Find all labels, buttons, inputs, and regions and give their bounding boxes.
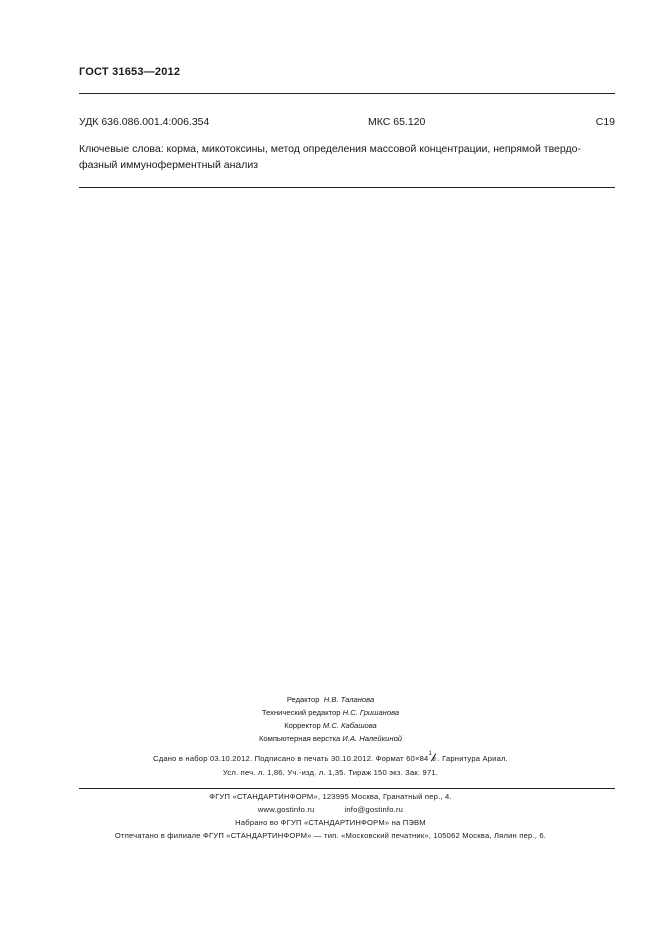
mks-code: МКС 65.120 xyxy=(368,116,426,128)
publisher-email-link[interactable]: info@gostinfo.ru xyxy=(344,805,404,814)
tech-editor-name: Н.С. Гришанова xyxy=(342,708,400,717)
credit-layout xyxy=(0,732,661,745)
publisher-rule xyxy=(79,788,615,789)
publisher-website-link[interactable]: www.gostinfo.ru xyxy=(257,805,315,814)
editor-label: Редактор xyxy=(286,695,320,704)
editor-name: Н.В. Таланова xyxy=(323,695,375,704)
format-numerator: 1 xyxy=(428,751,432,757)
keywords-line-1: Ключевые слова: корма, микотоксины, метод определения массовой концентрации, непрямой твердо- xyxy=(79,143,581,155)
print-info-line-2: Усл. печ. л. 1,86. Уч.-изд. л. 1,35. Тираж 150 экз. Зак. 971. xyxy=(222,768,439,777)
corrector-name: М.С. Кабашова xyxy=(322,721,377,730)
publisher-printed: Отпечатано в филиале ФГУП «СТАНДАРТИНФОРМ» — тип. «Московский печатник», 105062 Москва, Лялин пер., 6. xyxy=(114,831,547,840)
credit-tech-editor xyxy=(0,706,661,719)
publisher-address: ФГУП «СТАНДАРТИНФОРМ», 123995 Москва, Гранатный пер., 4. xyxy=(209,792,452,801)
document-code: ГОСТ 31653—2012 xyxy=(79,66,181,78)
print-typeface: . Гарнитура Ариал. xyxy=(437,754,508,763)
format-denominator: 8 xyxy=(432,757,436,763)
keywords-line-2: фазный иммуноферментный анализ xyxy=(79,159,259,171)
print-info xyxy=(0,752,661,780)
tech-editor-label: Технический редактор xyxy=(261,708,341,717)
header-rule xyxy=(79,93,615,94)
corrector-label: Корректор xyxy=(284,721,321,730)
keywords xyxy=(79,141,615,173)
format-fraction xyxy=(428,752,437,762)
publisher-contacts xyxy=(0,803,661,816)
layout-label: Компьютерная верстка xyxy=(258,734,341,743)
credits-block xyxy=(0,693,661,745)
credit-corrector xyxy=(0,719,661,732)
keywords-rule xyxy=(79,187,615,188)
print-dates-format: Сдано в набор 03.10.2012. Подписано в печать 30.10.2012. Формат 60×84 xyxy=(153,754,429,763)
classifier-code: С19 xyxy=(595,116,615,128)
udk-code: УДК 636.086.001.4:006.354 xyxy=(79,116,210,128)
credit-editor xyxy=(0,693,661,706)
publisher-block xyxy=(0,790,661,842)
layout-name: И.А. Налейкиной xyxy=(342,734,403,743)
publisher-typeset: Набрано во ФГУП «СТАНДАРТИНФОРМ» на ПЭВМ xyxy=(235,818,426,827)
print-info-line-1 xyxy=(0,752,661,766)
